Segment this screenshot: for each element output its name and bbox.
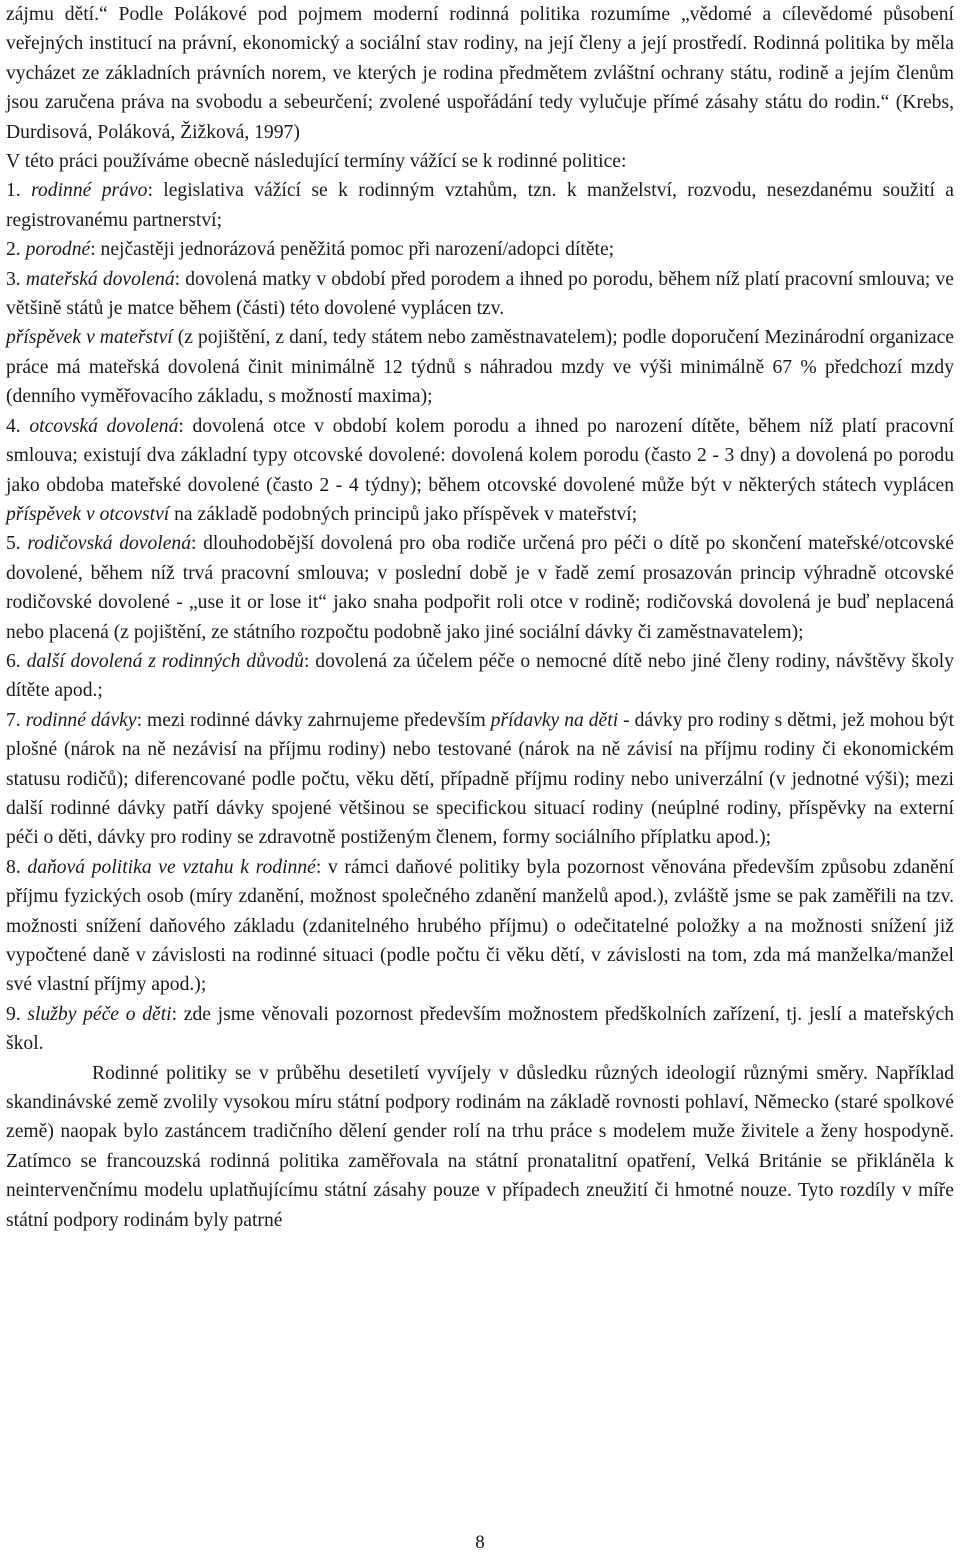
item-term: porodné (25, 239, 91, 261)
item-text: : dovolená za účelem péče o nemocné dítě nebo jiné členy rodiny, návštěvy školy dítěte apod.; (6, 650, 954, 702)
item-text: : dovolená otce v období kolem porodu a ihned po narození dítěte, během níž platí pracovní smlouva; existují dva základní typy otcovské dovolené: dovolená kolem porodu (často 2 - 3 dny) a dovolená po porodu jako obdoba mateřské dovolené (často 2 - 4 týdny); během otcovské dovolené může být v některých státech vyplácen (6, 415, 954, 496)
item-number: 1. (6, 180, 21, 202)
item-number: 7. (6, 709, 21, 731)
document-page (6, 0, 954, 1235)
item-text: : legislativa vážící se k rodinným vztahům, tzn. k manželství, rozvodu, nesezdanému soužití a registrovanému partnerství; (6, 180, 954, 231)
item-text: : v rámci daňové politiky byla pozornost věnována především způsobu zdanění příjmu fyzických osob (míry zdanění, možnost společného zdanění manželů apod.), zvláště jsme se pak zaměřili na tzv. možnosti snížení daňového základu (zdanitelného hrubého příjmu) o odečitatelné položky a na možnosti snížení již vypočtené daně v závislosti na rodinné situaci (podle počtu či věku dětí, v závislosti na tom, zda má manželka/manžel své vlastní příjmy apod.); (6, 856, 954, 996)
list-item (6, 265, 954, 412)
item-text: na základě podobných principů jako příspěvek v mateřství; (174, 503, 638, 525)
list-item (6, 529, 954, 647)
page-number: 8 (475, 1532, 485, 1553)
intro-paragraph: zájmu dětí.“ Podle Polákové pod pojmem moderní rodinná politika rozumíme „vědomé a cílevědomé působení veřejných institucí na právní, ekonomický a sociální stav rodiny, na její členy a její prostředí. Rodinná politika by měla vycházet ze základních právních norem, ve kterých je rodina předmětem zvláštní ochrany státu, rodině a jejím členům jsou zaručena práva na svobodu a sebeurčení; zvolené uspořádání tedy vylučuje přímé zásahy státu do rodin.“ (Krebs, Durdisová, Poláková, Žižková, 1997) (6, 4, 954, 143)
closing-paragraph: Rodinné politiky se v průběhu desetiletí vyvíjely v důsledku různých ideologií různými směry. Například skandinávské země zvolily vysokou míru státní podpory rodinám na základě rovnosti pohlaví, Německo (staré spolkové země) naopak bylo zastáncem tradičního dělení gender rolí na trhu práce s modelem muže živitele a ženy hospodyně. Zatímco se francouzská rodinná politika zaměřovala na státní pronatalitní opatření, Velká Británie se přikláněla k neintervenčnímu modelu uplatňujícímu státní zásahy pouze v případech zneužití či hmotné nouze. Tyto rozdíly v míře státní podpory rodinám byly patrné (6, 1062, 954, 1231)
item-term: rodinné dávky (25, 709, 137, 731)
list-item (6, 412, 954, 530)
item-term: daňová politika ve vztahu k rodinné (27, 856, 316, 878)
item-number: 6. (6, 650, 21, 672)
item-number: 3. (6, 268, 21, 290)
item-term: příspěvek v mateřství (6, 327, 173, 349)
item-text: : zde jsme věnovali pozornost především možnostem předškolních zařízení, tj. jeslí a mateřských škol. (6, 1003, 954, 1055)
item-term: další dovolená z rodinných důvodů (26, 650, 304, 672)
item-text: : mezi rodinné dávky zahrnujeme především (136, 709, 486, 731)
item-number: 9. (6, 1003, 21, 1025)
list-item (6, 853, 954, 1000)
item-term: přídavky na děti (490, 709, 619, 731)
item-text: : dovolená matky v období před porodem a ihned po porodu, během níž platí pracovní smlouva; ve většině států je matce během (části) této dovolené vyplácen tzv. (6, 268, 954, 320)
list-item (6, 647, 954, 706)
item-text: : dlouhodobější dovolená pro oba rodiče určená pro péči o dítě po skončení mateřské/otcovské dovolené, během níž trvá pracovní smlouva; v poslední době je v řadě zemí prosazován princip výhradně otcovské rodičovské dovolené - „use it or lose it“ jako snaha podpořit roli otce v rodině; rodičovská dovolená je buď neplacená nebo placená (z pojištění, ze státního rozpočtu podobně jako jiné sociální dávky či zaměstnavatelem); (6, 533, 954, 643)
item-number: 5. (6, 533, 21, 555)
item-term: mateřská dovolená (25, 268, 175, 290)
item-text: : nejčastěji jednorázová peněžitá pomoc při narození/adopci dítěte; (90, 239, 615, 261)
list-item (6, 176, 954, 235)
item-term: rodičovská dovolená (27, 533, 192, 555)
item-term: rodinné právo (31, 180, 148, 202)
item-text: - dávky pro rodiny s dětmi, jež mohou být plošné (nárok na ně nezávisí na příjmu rodiny) nebo testované (nárok na ně závisí na příjmu rodiny či ekonomickém statusu rodičů); diferencované podle počtu, věku dětí, případně příjmu rodiny nebo univerzální (v jednotné výši); mezi další rodinné dávky patří dávky spojené většinou se specifickou situací rodiny (neúplné rodiny, příspěvky na externí péči o děti, dávky pro rodiny se zdravotně postiženým členem, formy sociálního příplatku apod.); (6, 709, 955, 849)
item-number: 2. (6, 239, 21, 261)
item-term: služby péče o děti (27, 1003, 172, 1025)
item-text: (z pojištění, z daní, tedy státem nebo zaměstnavatelem); podle doporučení Mezinárodní organizace práce má mateřská dovolená činit minimálně 12 týdnů s náhradou mzdy ve výši minimálně 67 % předchozí mzdy (denního vyměřovacího základu, s možností maxima); (6, 327, 954, 408)
list-item (6, 706, 954, 853)
list-item (6, 1000, 954, 1059)
list-item (6, 235, 954, 264)
item-term: otcovská dovolená (29, 415, 179, 437)
item-number: 4. (6, 415, 21, 437)
item-term: příspěvek v otcovství (6, 503, 170, 525)
item-number: 8. (6, 856, 21, 878)
terms-intro: V této práci používáme obecně následující termíny vážící se k rodinné politice: (6, 151, 627, 173)
